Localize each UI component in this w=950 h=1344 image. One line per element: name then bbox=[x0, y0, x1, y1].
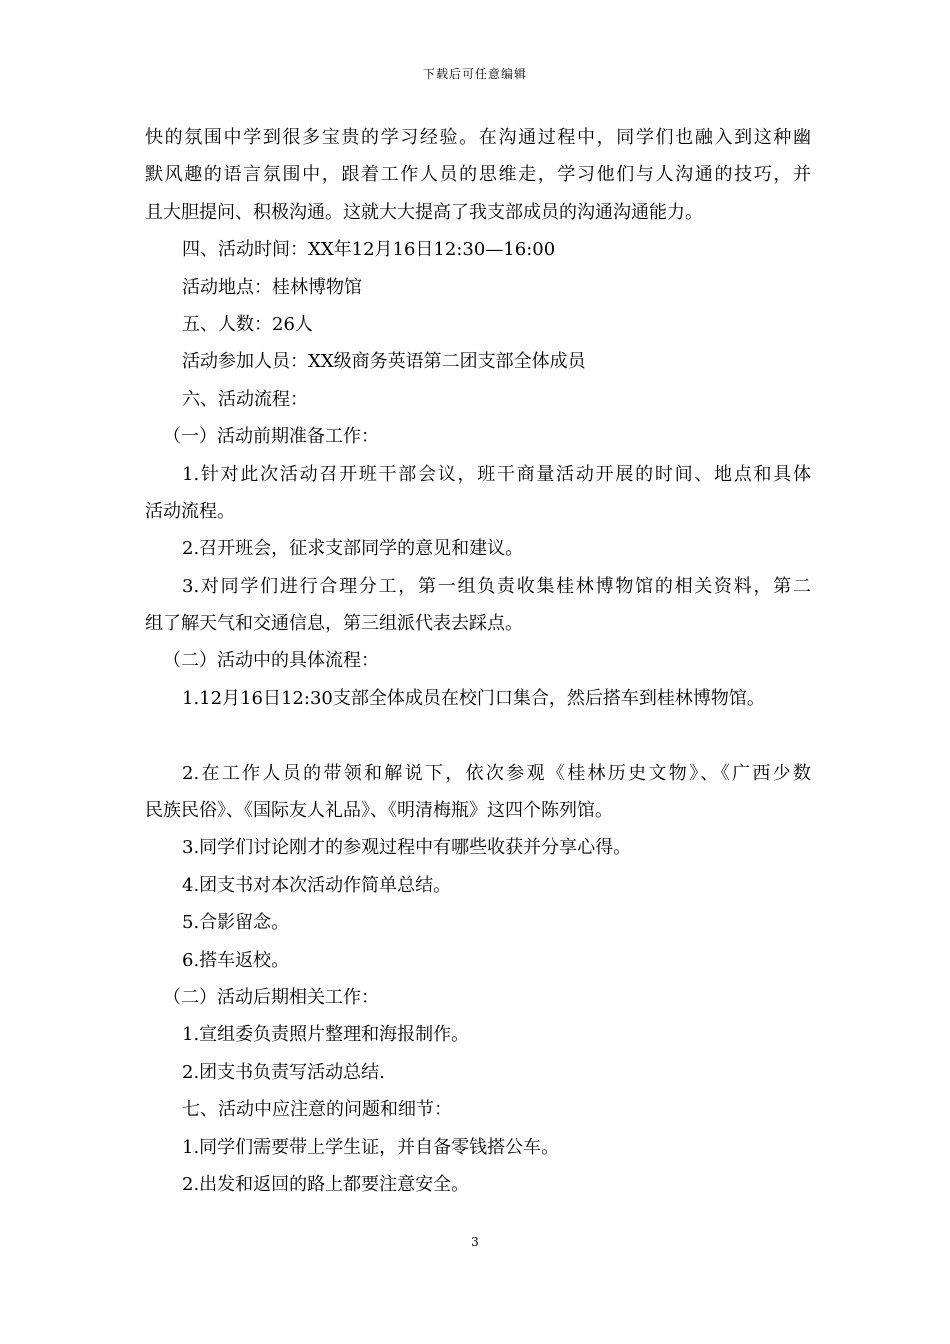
activity-location: 活动地点：桂林博物馆 bbox=[182, 276, 362, 298]
list-item: 1.12月16日12:30支部全体成员在校门口集合，然后搭车到桂林博物馆。 bbox=[182, 687, 765, 709]
list-item-continuation: 活动流程。 bbox=[145, 500, 235, 522]
list-item-continuation: 组了解天气和交通信息，第三组派代表去踩点。 bbox=[145, 613, 523, 635]
list-item: 2.召开班会，征求支部同学的意见和建议。 bbox=[182, 538, 524, 560]
section-heading-process: 六、活动流程： bbox=[182, 388, 308, 410]
list-item: 3.对同学们进行合理分工，第一组负责收集桂林博物馆的相关资料，第二 bbox=[182, 575, 811, 597]
list-item: 6.搭车返校。 bbox=[182, 949, 290, 971]
section-heading-count: 五、人数：26人 bbox=[182, 313, 313, 335]
subsection-heading-during: （二）活动中的具体流程： bbox=[163, 650, 379, 672]
subsection-heading-prep: （一）活动前期准备工作： bbox=[163, 426, 379, 448]
list-item: 2.出发和返回的路上都要注意安全。 bbox=[182, 1173, 470, 1195]
paragraph-line: 默风趣的语言氛围中，跟着工作人员的思维走，学习他们与人沟通的技巧，并 bbox=[145, 164, 811, 186]
participants: 活动参加人员：XX级商务英语第二团支部全体成员 bbox=[182, 351, 586, 373]
list-item: 5.合影留念。 bbox=[182, 912, 290, 934]
list-item-continuation: 民族民俗》、《国际友人礼品》、《明清梅瓶》这四个陈列馆。 bbox=[145, 800, 613, 822]
subsection-heading-after: （二）活动后期相关工作： bbox=[163, 986, 379, 1008]
document-body bbox=[145, 119, 811, 1203]
paragraph-line: 且大胆提问、积极沟通。这就大大提高了我支部成员的沟通沟通能力。 bbox=[145, 201, 703, 223]
paragraph-line: 快的氛围中学到很多宝贵的学习经验。在沟通过程中，同学们也融入到这种幽 bbox=[145, 127, 811, 148]
list-item: 3.同学们讨论刚才的参观过程中有哪些收获并分享心得。 bbox=[182, 837, 632, 859]
list-item: 2.团支书负责写活动总结. bbox=[182, 1061, 385, 1083]
blank-line bbox=[145, 717, 811, 754]
list-item: 1.针对此次活动召开班干部会议，班干商量活动开展的时间、地点和具体 bbox=[182, 463, 811, 485]
list-item: 2.在工作人员的带领和解说下，依次参观《桂林历史文物》、《广西少数 bbox=[182, 762, 811, 784]
list-item: 1.宣组委负责照片整理和海报制作。 bbox=[182, 1024, 470, 1046]
section-heading-notes: 七、活动中应注意的问题和细节： bbox=[182, 1099, 452, 1121]
list-item: 4.团支书对本次活动作简单总结。 bbox=[182, 874, 452, 896]
list-item: 1.同学们需要带上学生证，并自备零钱搭公车。 bbox=[182, 1136, 560, 1158]
page-header: 下载后可任意编辑 bbox=[422, 67, 527, 81]
page-number: 3 bbox=[471, 1235, 479, 1249]
section-heading-time: 四、活动时间：XX年12月16日12:30—16:00 bbox=[182, 239, 556, 261]
